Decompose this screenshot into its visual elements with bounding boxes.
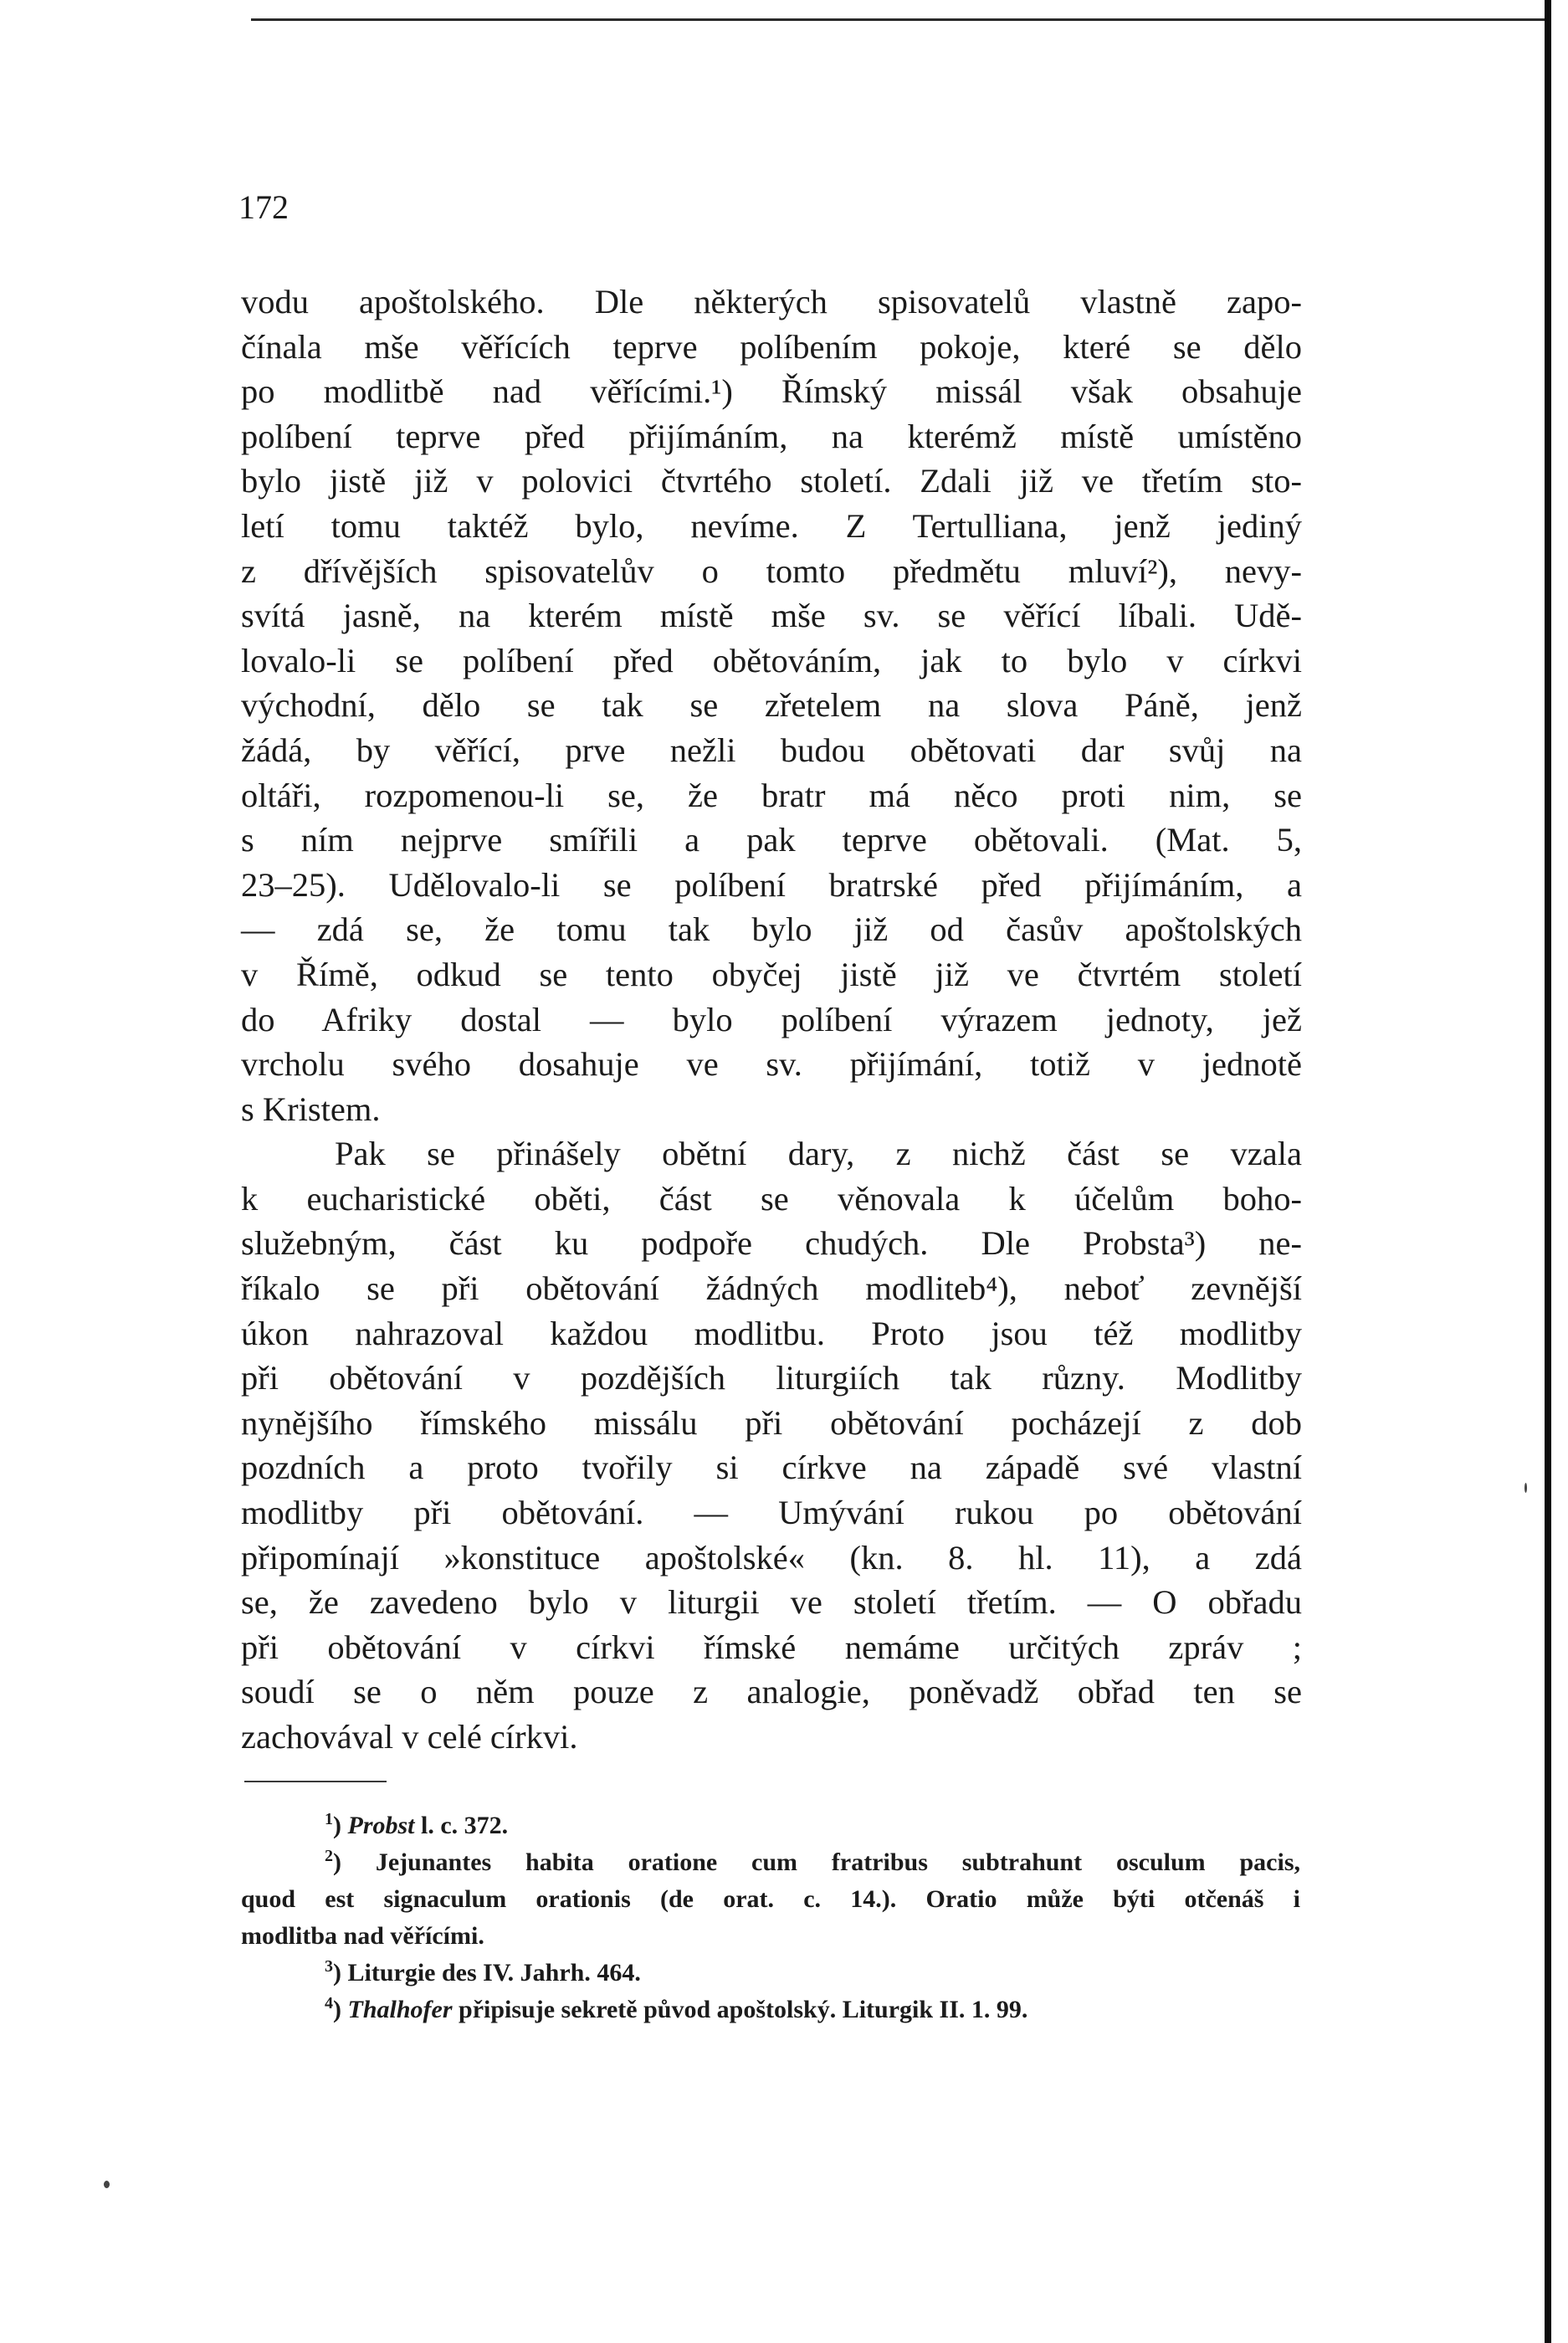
footnote-separator [244, 1781, 387, 1782]
text-line: bylo jistě již v polovici čtvrtého století. Zdali již ve třetím sto- [241, 462, 1302, 500]
footnote-marker: 1 [325, 1810, 333, 1828]
footnote-2-line: quod est signaculum orationis (de orat. c. 14.). Oratio může býti otčenáš i [241, 1885, 1300, 1913]
text-line: s ním nejprve smířili a pak teprve obětovali. (Mat. 5, [241, 821, 1302, 859]
text-line: z dřívějších spisovatelův o tomto předmětu mluví²), nevy- [241, 551, 1302, 590]
footnote-author: Thalhofer [347, 1996, 453, 2023]
footnotes [241, 1807, 1300, 2028]
footnote-text: Liturgie des IV. Jahrh. 464. [347, 1959, 641, 1987]
text-line: do Afriky dostal — bylo políbení výrazem jednoty, jež [241, 1000, 1302, 1038]
text-line: žádá, by věřící, prve nežli budou obětovati dar svůj na [241, 731, 1302, 769]
text-line: služebným, část ku podpoře chudých. Dle Probsta³) ne- [241, 1224, 1302, 1263]
text-line: modlitby při obětování. — Umývání rukou po obětování [241, 1494, 1302, 1532]
text-line: vrcholu svého dosahuje ve sv. přijímání, totiž v jednotě [241, 1045, 1302, 1084]
scan-top-edge [251, 18, 1545, 21]
text-line: při obětování v církvi římské nemáme určitých zpráv ; [241, 1628, 1302, 1666]
footnote-text: Jejunantes habita oratione cum fratribus subtrahunt osculum pacis, [375, 1848, 1300, 1876]
footnote-marker: 3 [325, 1957, 333, 1976]
text-line: čínala mše věřících teprve políbením pokoje, které se dělo [241, 327, 1302, 366]
page-number: 172 [238, 188, 289, 226]
text-line: oltáři, rozpomenou-li se, že bratr má něco proti nim, se [241, 776, 1302, 814]
footnote-4: $^4$) Thalhofer připisuje sekretě původ apoštolský. Liturgik II. 1. 99. [325, 1994, 1028, 2023]
text-line: nynějšího římského missálu při obětování pocházejí z dob [241, 1403, 1302, 1442]
footnote-author: Probst [347, 1812, 415, 1839]
scan-speck [1524, 1483, 1527, 1493]
text-line: pozdních a proto tvořily si církve na západě své vlastní [241, 1448, 1302, 1487]
text-line: Pak se přinášely obětní dary, z nichž část se vzala [335, 1135, 1302, 1173]
text-line: připomínají »konstituce apoštolské« (kn. 8. hl. 11), a zdá [241, 1538, 1302, 1577]
scan-speck [104, 2181, 110, 2188]
footnote-3: $^3$) Liturgie des IV. Jahrh. 464. [325, 1957, 641, 1987]
text-line: vodu apoštolského. Dle některých spisovatelů vlastně zapo- [241, 283, 1302, 320]
text-line: říkalo se při obětování žádných modliteb⁴), neboť zevnější [241, 1269, 1302, 1308]
text-line: úkon nahrazoval každou modlitbu. Proto jsou též modlitby [241, 1314, 1302, 1352]
footnote-marker: 2 [325, 1847, 333, 1865]
text-line: — zdá se, že tomu tak bylo již od časův apoštolských [241, 910, 1302, 949]
text-line: k eucharistické oběti, část se věnovala k účelům boho- [241, 1179, 1302, 1218]
text-line: letí tomu taktéž bylo, nevíme. Z Tertulliana, jenž jediný [241, 506, 1302, 545]
text-line: s Kristem. [241, 1089, 381, 1128]
text-line: se, že zavedeno bylo v liturgii ve století třetím. — O obřadu [241, 1583, 1302, 1622]
text-line: políbení teprve před přijímáním, na kterémž místě umístěno [241, 417, 1302, 455]
text-line: svítá jasně, na kterém místě mše sv. se věřící líbali. Udě- [241, 597, 1302, 635]
text-line: lovalo-li se políbení před obětováním, jak to bylo v církvi [241, 641, 1302, 679]
main-text [241, 279, 1302, 1760]
text-line: v Římě, odkud se tento obyčej jistě již ve čtvrtém století [241, 955, 1302, 993]
text-line: soudí se o něm pouze z analogie, poněvadž obřad ten se [241, 1673, 1302, 1711]
scan-right-edge [1545, 0, 1551, 2343]
footnote-text: připisuje sekretě původ apoštolský. Liturgik II. 1. 99. [459, 1996, 1028, 2023]
footnote-1: $^1$) Probst l. c. 372. [325, 1810, 509, 1839]
footnote-2: $^2$) Jejunantes habita oratione cum fratribus subtrahunt osculum pacis, [325, 1847, 1300, 1876]
footnote-text: l. c. 372. [421, 1812, 509, 1839]
text-line: zachovával v celé církvi. [241, 1718, 578, 1756]
footnote-2-line: modlitba nad věřícími. [241, 1922, 484, 1950]
footnote-marker: 4 [325, 1994, 333, 2012]
text-line: východní, dělo se tak se zřetelem na slova Páně, jenž [241, 686, 1302, 725]
text-line: při obětování v pozdějších liturgiích tak různy. Modlitby [241, 1359, 1302, 1397]
text-line: 23–25). Udělovalo-li se políbení bratrské před přijímáním, a [241, 865, 1302, 904]
text-line: po modlitbě nad věřícími.¹) Římský missál však obsahuje [241, 372, 1302, 411]
